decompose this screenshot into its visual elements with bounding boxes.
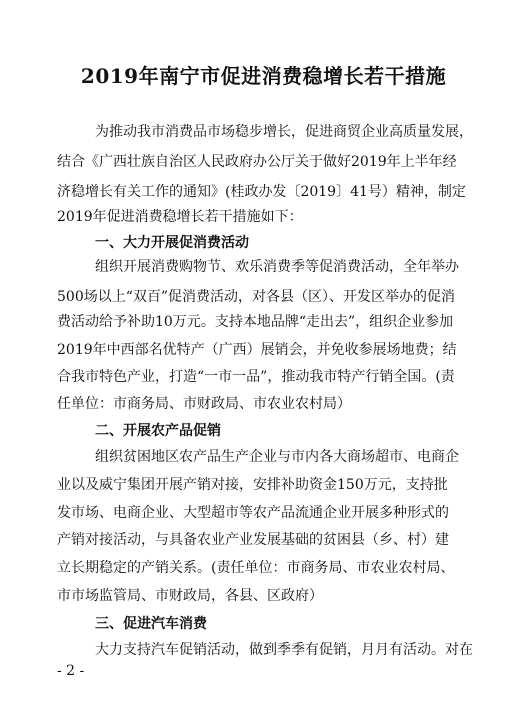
- page-number: - 2 -: [57, 663, 85, 679]
- body-line: 业以及威宁集团开展产销对接，安排补助资金150万元，支持批: [57, 477, 448, 493]
- body-line: 500场以上“双百”促消费活动，对各县（区）、开发区举办的促消: [57, 289, 456, 305]
- section-heading: 二、开展农产品促销: [95, 423, 221, 439]
- body-line: 组织贫困地区农产品生产企业与市内各大商场超市、电商企: [95, 449, 459, 465]
- body-line: 立长期稳定的产销关系。(责任单位：市商务局、市农业农村局、: [57, 560, 455, 576]
- body-line: 发市场、电商企业、大型超市等农产品流通企业开展多种形式的: [57, 505, 449, 521]
- body-line: 组织开展消费购物节、欢乐消费季等促消费活动，全年举办: [95, 259, 459, 275]
- body-line: 产销对接活动，与具备农业产业发展基础的贫困县（乡、村）建: [57, 532, 449, 548]
- body-line: 合我市特色产业，打造“一市一品”，推动我市特产行销全国。(责: [57, 369, 455, 385]
- body-line: 2019年中西部名优特产（广西）展销会，并免收参展场地费；结: [57, 342, 457, 358]
- intro-line: 济稳增长有关工作的通知》(桂政办发〔2019〕41号）精神，制定: [57, 184, 466, 200]
- section-heading: 一、大力开展促消费活动: [95, 235, 249, 251]
- intro-line: 结合《广西壮族自治区人民政府办公厅关于做好2019年上半年经: [57, 154, 457, 170]
- section-heading: 三、促进汽车消费: [95, 616, 207, 632]
- body-line: 费活动给予补助10万元。支持本地品牌“走出去”，组织企业参加: [57, 314, 454, 330]
- body-line: 大力支持汽车促销活动，做到季季有促销，月月有活动。对在: [95, 642, 473, 658]
- intro-line: 为推动我市消费品市场稳步增长，促进商贸企业高质量发展，: [95, 124, 473, 140]
- body-line: 市市场监管局、市财政局，各县、区政府）: [57, 588, 323, 604]
- body-line: 任单位：市商务局、市财政局、市农业农村局）: [57, 396, 351, 412]
- document-title: 2019年南宁市促进消费稳增长若干措施: [80, 64, 447, 88]
- intro-line: 2019年促进消费稳增长若干措施如下：: [57, 209, 303, 225]
